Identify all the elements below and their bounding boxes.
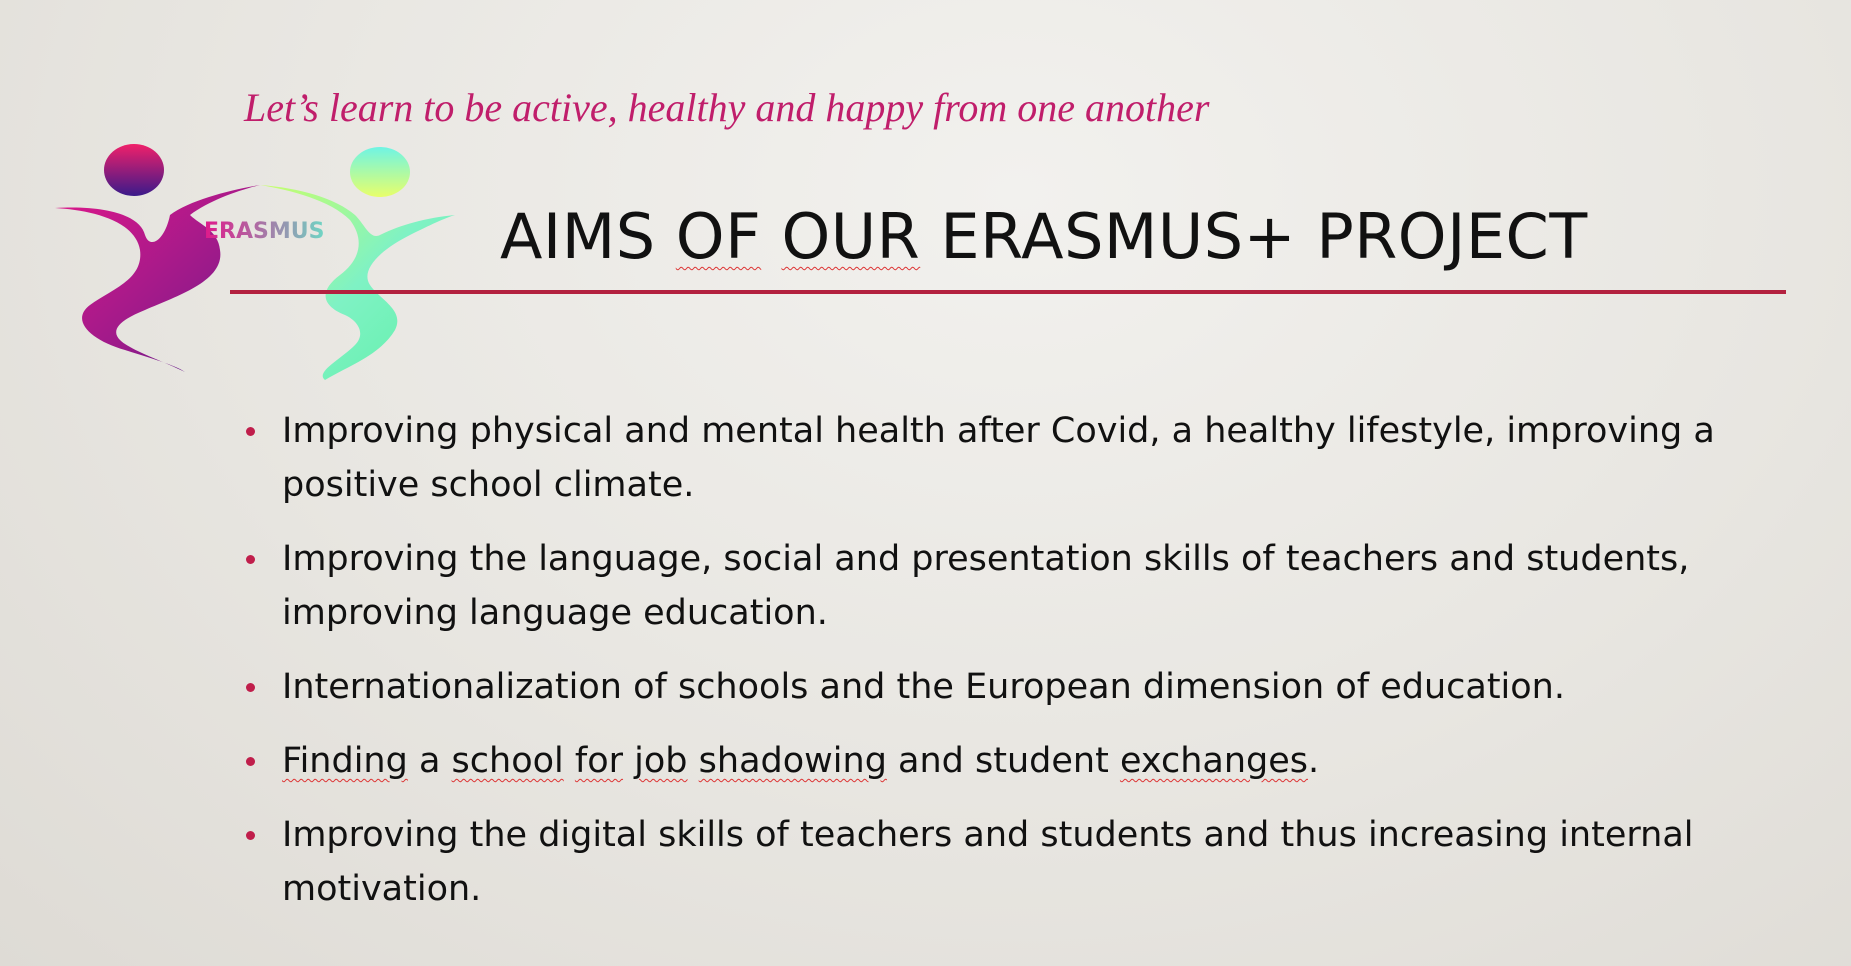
list-item: Internationalization of schools and the European dimension of education. bbox=[244, 660, 1804, 714]
text-fragment bbox=[623, 741, 634, 781]
right-figure-body bbox=[260, 185, 455, 380]
list-item: Improving the digital skills of teachers and students and thus increasing internal motivation. bbox=[244, 808, 1804, 916]
title-divider bbox=[230, 290, 1786, 294]
word-job: job bbox=[634, 741, 688, 781]
word-shadowing: shadowing bbox=[698, 741, 887, 781]
list-item: Improving the language, social and presentation skills of teachers and students, improving language education. bbox=[244, 532, 1804, 640]
logo-text: ERASMUS bbox=[204, 219, 325, 244]
text-fragment bbox=[688, 741, 699, 781]
tagline: Let’s learn to be active, healthy and happy from one another bbox=[244, 85, 1210, 130]
right-figure-head bbox=[350, 147, 410, 197]
word-school: school bbox=[451, 741, 564, 781]
title-word-our: OUR bbox=[781, 200, 921, 273]
text-fragment: and student bbox=[886, 741, 1120, 781]
left-figure-body bbox=[55, 185, 260, 372]
word-finding: Finding bbox=[282, 741, 408, 781]
title-rest: ERASMUS+ PROJECT bbox=[920, 200, 1588, 273]
title-space bbox=[761, 200, 781, 273]
word-for: for bbox=[574, 741, 624, 781]
list-item bbox=[244, 734, 1804, 788]
text-fragment: . bbox=[1308, 741, 1320, 781]
list-item: Improving physical and mental health after Covid, a healthy lifestyle, improving a positive school climate. bbox=[244, 404, 1804, 512]
erasmus-logo bbox=[50, 140, 460, 385]
title-word-of: OF bbox=[675, 200, 762, 273]
text-fragment: a bbox=[407, 741, 452, 781]
word-exchanges: exchanges bbox=[1119, 741, 1309, 781]
aims-list bbox=[244, 404, 1804, 936]
slide-title bbox=[500, 200, 1588, 273]
left-figure-head bbox=[104, 144, 164, 196]
title-word-aims: AIMS bbox=[500, 200, 676, 273]
text-fragment bbox=[564, 741, 575, 781]
